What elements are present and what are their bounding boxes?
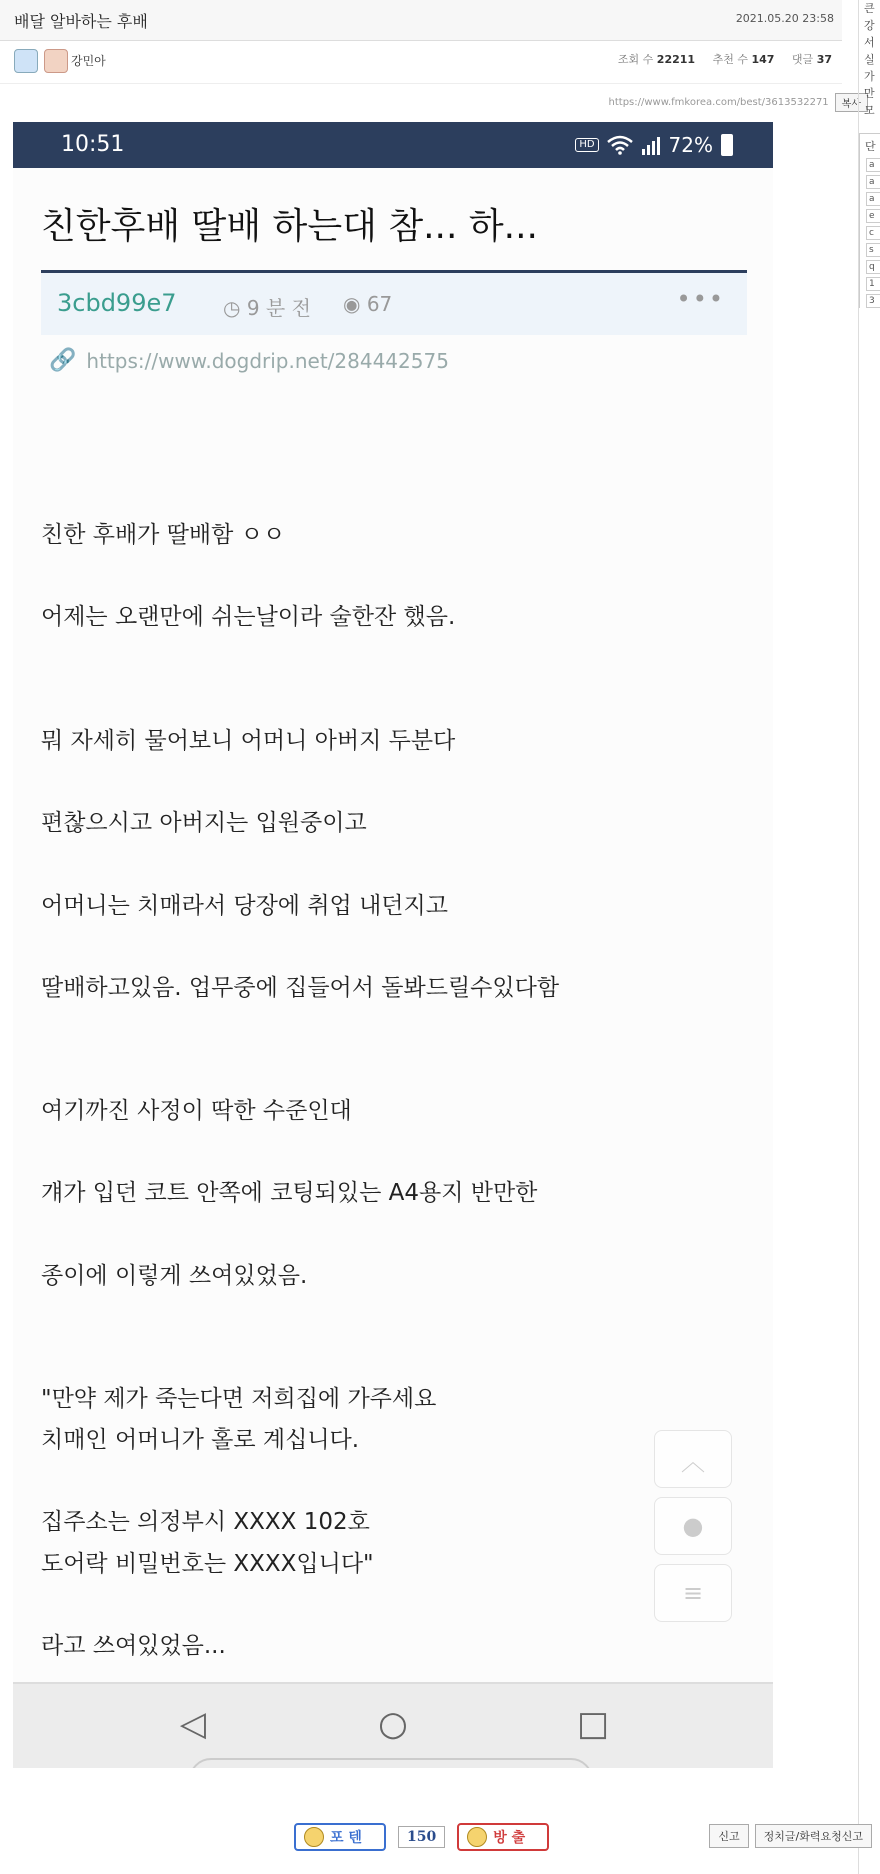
report-row [709, 1824, 872, 1848]
phone-time: 10:51 [61, 132, 125, 157]
sidebar-box-item[interactable]: c [866, 226, 880, 240]
body-line: "만약 제가 죽는다면 저희집에 가주세요 [41, 1386, 437, 1412]
gesture-pill [189, 1758, 593, 1768]
vote-count: 150 [398, 1826, 445, 1848]
status-icons [575, 133, 733, 157]
sidebar-box-item[interactable]: a [866, 175, 880, 189]
wifi-icon [607, 135, 633, 155]
body-line: 여기까진 사정이 딱한 수준인대 [41, 1098, 352, 1124]
clock-icon: ◷ [223, 296, 241, 320]
post-stats [604, 51, 832, 67]
sidebar-item[interactable]: 서 [864, 36, 875, 49]
frown-icon [467, 1827, 487, 1847]
article-author: 3cbd99e7 [57, 289, 177, 317]
embedded-screenshot [13, 122, 773, 1768]
sidebar-box-item[interactable]: a [866, 192, 880, 206]
sidebar-item[interactable]: 큰 [864, 2, 875, 15]
post-title: 배달 알바하는 후배 [14, 12, 148, 31]
body-line: 편찮으시고 아버지는 입원중이고 [41, 810, 367, 836]
views-count: 22211 [656, 53, 696, 66]
sidebar-box-item[interactable]: a [866, 158, 880, 172]
battery-icon [721, 134, 733, 156]
avatar[interactable] [44, 49, 68, 73]
post-url-row [609, 93, 868, 112]
article-views-text: 67 [366, 292, 393, 316]
sidebar-item[interactable]: 만 [864, 87, 875, 100]
more-icon: ••• [676, 285, 725, 313]
upvote-button[interactable] [294, 1823, 386, 1851]
article-views [343, 292, 392, 316]
article-title: 친한후배 딸배 하는대 참... 하... [41, 206, 538, 247]
author-name[interactable]: 강민아 [71, 54, 106, 68]
politics-report-button[interactable]: 정치글/화력요청신고 [755, 1824, 872, 1848]
post-date: 2021.05.20 23:58 [735, 12, 834, 25]
comment-icon: ● [654, 1497, 732, 1555]
right-sidebar [858, 0, 880, 1874]
source-link-row [49, 348, 449, 373]
sidebar-box [859, 133, 880, 308]
views-label: 조회 수 [617, 53, 654, 66]
signal-icon [641, 135, 661, 155]
vote-row [294, 1823, 549, 1851]
sidebar-box-item[interactable]: e [866, 209, 880, 223]
body-line: 친한 후배가 딸배함 ㅇㅇ [41, 522, 286, 548]
likes-count: 147 [751, 53, 775, 66]
sidebar-box-item[interactable]: 1 [866, 277, 880, 291]
sidebar-item[interactable]: 가 [864, 70, 875, 83]
sidebar-item[interactable]: 강 [864, 19, 875, 32]
level-icon [14, 49, 38, 73]
link-icon: 🔗 [49, 348, 77, 373]
article-meta-bar [41, 273, 747, 335]
body-line: 집주소는 의정부시 XXXX 102호 [41, 1509, 370, 1535]
upvote-label: 포 텐 [330, 1830, 362, 1846]
likes-label: 추천 수 [712, 53, 748, 66]
body-line: 라고 쓰여있었음... [41, 1633, 226, 1659]
battery-percent: 72% [668, 133, 713, 157]
sidebar-item[interactable]: 모 [864, 104, 875, 117]
sidebar-box-item[interactable]: q [866, 260, 880, 274]
post-url[interactable]: https://www.fmkorea.com/best/3613532271 [608, 97, 829, 108]
body-line: 어머니는 치매라서 당장에 취업 내던지고 [41, 893, 448, 919]
recents-icon: □ [576, 1704, 610, 1744]
home-icon: ○ [378, 1704, 408, 1744]
sidebar-box-item[interactable]: s [866, 243, 880, 257]
source-link: https://www.dogdrip.net/284442575 [86, 348, 449, 373]
post-header [0, 0, 842, 41]
android-nav-bar [13, 1682, 773, 1768]
downvote-label: 방 출 [493, 1830, 526, 1846]
copy-url-button[interactable]: 복사 [835, 93, 868, 112]
sidebar-box-item[interactable]: 3 [866, 294, 880, 308]
hd-voice-icon: HD [575, 138, 598, 152]
sidebar-box-title: 단 [865, 140, 876, 153]
comments-count: 37 [816, 53, 832, 66]
report-button[interactable]: 신고 [709, 1824, 748, 1848]
phone-status-bar [13, 122, 773, 168]
eye-icon: ◉ [343, 292, 361, 316]
body-line: 치매인 어머니가 홀로 계십니다. [41, 1427, 360, 1453]
post-meta [0, 41, 842, 84]
article-time-text: 9 분 전 [246, 296, 311, 320]
body-line: 종이에 이렇게 쓰여있었음. [41, 1263, 308, 1289]
scroll-top-icon: ︿ [654, 1430, 732, 1488]
article-time [223, 292, 311, 321]
body-line: 어제는 오랜만에 쉬는날이라 술한잔 했음. [41, 604, 456, 630]
smile-icon [304, 1827, 324, 1847]
body-line: 딸배하고있음. 업무중에 집들어서 돌봐드릴수있다함 [41, 975, 560, 1001]
downvote-button[interactable] [457, 1823, 549, 1851]
sidebar-item[interactable]: 실 [864, 53, 875, 66]
back-icon: ◁ [179, 1704, 207, 1744]
body-line: 걔가 입던 코트 안쪽에 코팅되있는 A4용지 반만한 [41, 1180, 538, 1206]
comments-label: 댓글 [791, 53, 814, 66]
body-line: 도어락 비밀번호는 XXXX입니다" [41, 1551, 374, 1577]
body-line: 뭐 자세히 물어보니 어머니 아버지 두분다 [41, 728, 456, 754]
list-icon: ≡ [654, 1564, 732, 1622]
